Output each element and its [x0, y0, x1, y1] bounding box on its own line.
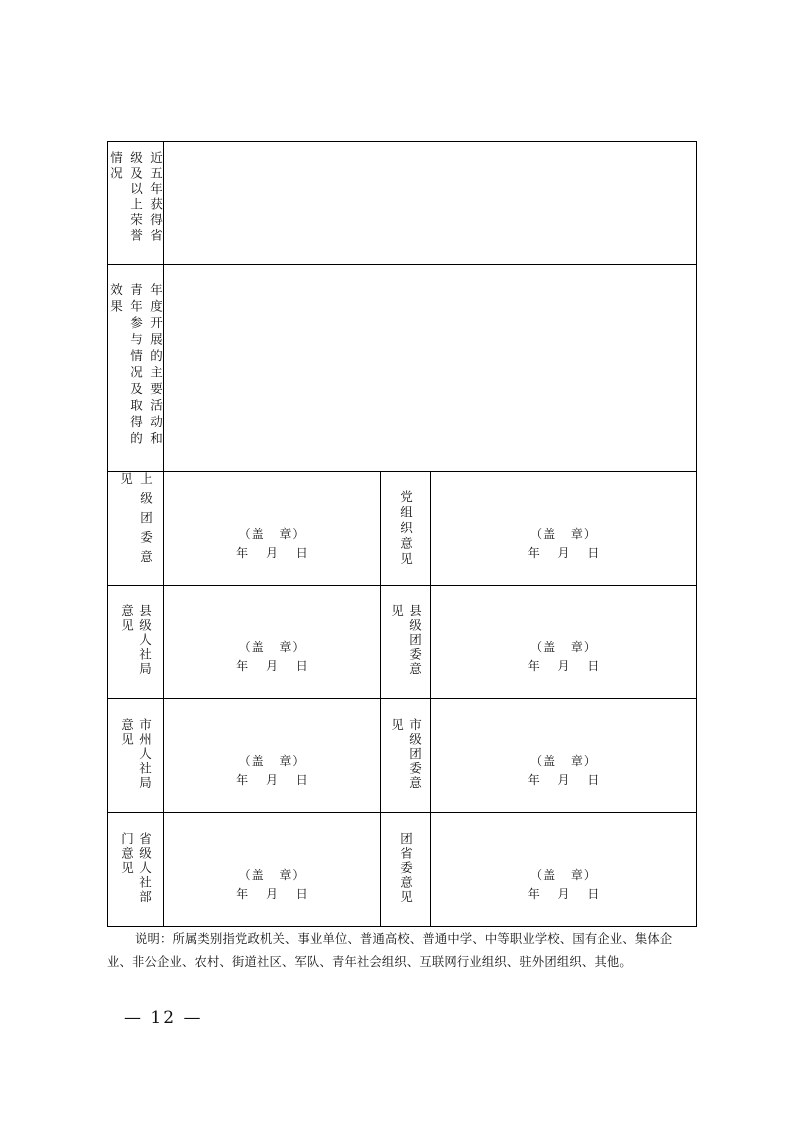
opinion-label-cell [108, 699, 164, 813]
seal-text: （盖 章） [238, 640, 306, 654]
opinion-row [108, 813, 697, 927]
seal-text: （盖 章） [530, 868, 597, 882]
opinion-stamp-cell[interactable] [431, 472, 697, 586]
application-form-table [107, 141, 697, 927]
opinion-stamp-cell[interactable] [431, 813, 697, 927]
date-text: 年 月 日 [236, 887, 308, 901]
opinion-label-cell [381, 699, 431, 813]
date-text: 年 月 日 [236, 546, 308, 560]
honors-label: 近五年获得省级及以上荣誉情况 [108, 151, 164, 244]
county-league-committee-label: 县级团委意见 [389, 604, 423, 677]
opinion-stamp-cell[interactable] [164, 586, 381, 699]
opinion-label-cell [108, 813, 164, 927]
date-text: 年 月 日 [236, 773, 308, 787]
date-text: 年 月 日 [527, 546, 600, 560]
activities-label: 年度开展的主要活动和青年参与情况及取得的效果 [108, 283, 164, 448]
upper-league-committee-label: 上级团委意见 [118, 472, 154, 570]
opinion-stamp-cell[interactable] [431, 586, 697, 699]
city-hrss-bureau-label: 市州人社局意见 [119, 717, 153, 790]
seal-text: （盖 章） [530, 754, 597, 768]
opinion-label-cell [108, 586, 164, 699]
honors-row [108, 142, 697, 265]
date-text: 年 月 日 [527, 659, 600, 673]
date-text: 年 月 日 [236, 659, 308, 673]
seal-text: （盖 章） [238, 527, 306, 541]
opinion-label-cell [381, 813, 431, 927]
activities-label-cell [108, 265, 164, 472]
opinion-label-cell [381, 472, 431, 586]
seal-text: （盖 章） [530, 640, 597, 654]
page-number: — 12 — [124, 1008, 203, 1028]
opinion-label-cell [108, 472, 164, 586]
party-organization-label: 党组织意见 [398, 489, 414, 568]
date-text: 年 月 日 [527, 773, 600, 787]
seal-text: （盖 章） [238, 754, 306, 768]
activities-content-cell[interactable] [164, 265, 697, 472]
opinion-row [108, 586, 697, 699]
provincial-league-committee-label: 团省委意见 [398, 831, 414, 904]
seal-text: （盖 章） [238, 868, 306, 882]
opinion-stamp-cell[interactable] [164, 813, 381, 927]
date-text: 年 月 日 [527, 887, 600, 901]
city-league-committee-label: 市级团委意见 [389, 717, 423, 790]
seal-text: （盖 章） [530, 527, 597, 541]
opinion-stamp-cell[interactable] [164, 472, 381, 586]
provincial-hrss-dept-label: 省级人社部门意见 [119, 831, 153, 904]
opinion-row [108, 472, 697, 586]
opinion-label-cell [381, 586, 431, 699]
county-hrss-bureau-label: 县级人社局意见 [119, 604, 153, 677]
honors-label-cell [108, 142, 164, 265]
activities-row [108, 265, 697, 472]
opinion-stamp-cell[interactable] [431, 699, 697, 813]
category-note: 说明：所属类别指党政机关、事业单位、普通高校、普通中学、中等职业学校、国有企业、集体企业、非公企业、农村、街道社区、军队、青年社会组织、互联网行业组织、驻外团组织、其他。 [107, 932, 673, 969]
opinion-stamp-cell[interactable] [164, 699, 381, 813]
honors-content-cell[interactable] [164, 142, 697, 265]
opinion-row [108, 699, 697, 813]
